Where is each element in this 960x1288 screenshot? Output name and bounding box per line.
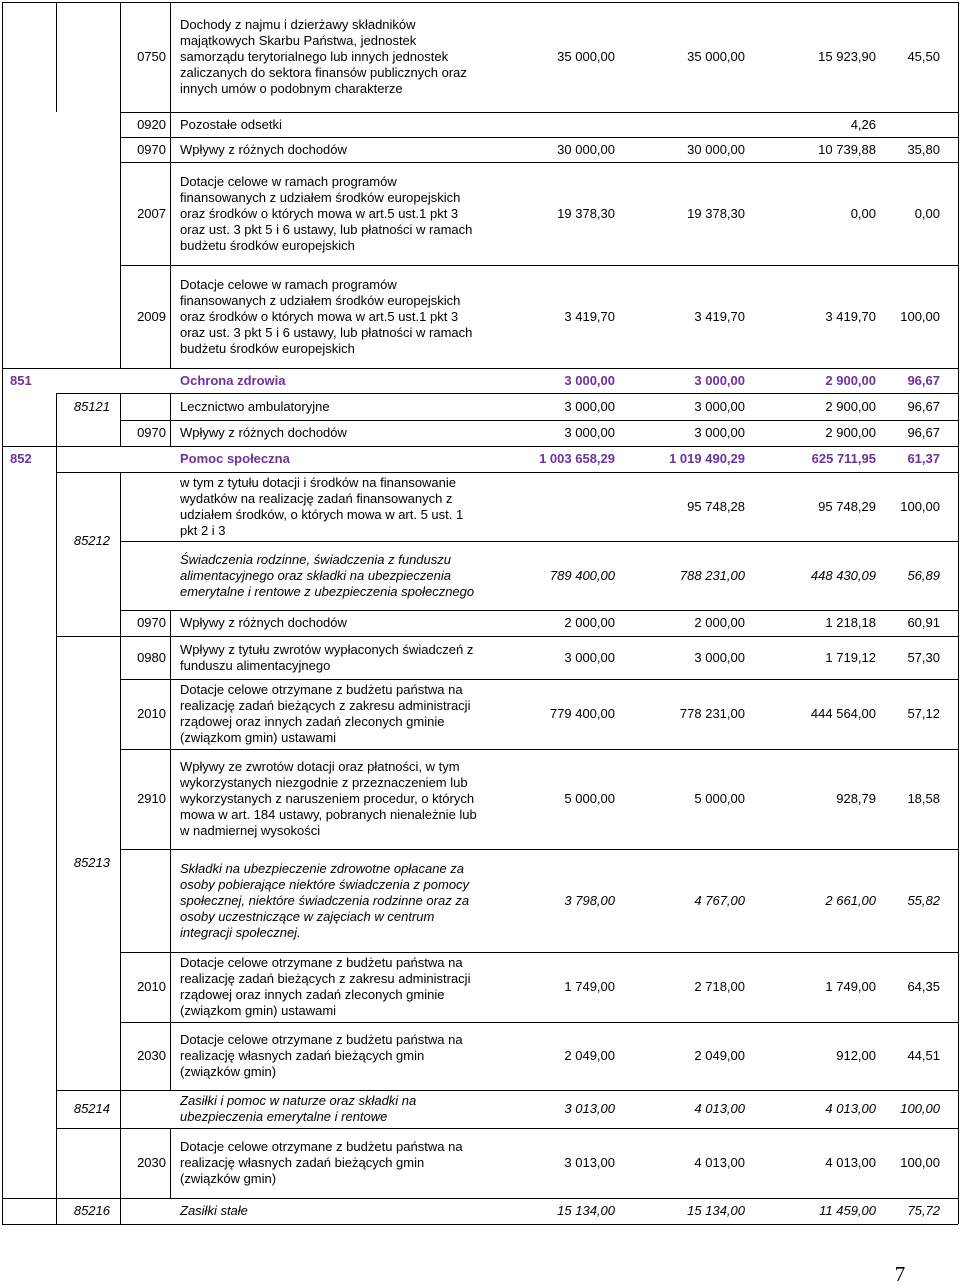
percent-value: 100,00 <box>900 308 940 324</box>
plan-value <box>490 472 615 541</box>
execution-value: 2 900,00 <box>825 398 876 414</box>
column-rule <box>56 2 57 112</box>
item-name: w tym z tytułu dotacji i środków na finansowanie wydatków na realizację zadań finansowanych z udziałem środków, o których mowa w art. 5 ust. 1 pkt 2 i 3 <box>180 474 464 538</box>
percent-value: 45,50 <box>907 49 940 64</box>
plan-value: 789 400,00 <box>549 567 615 583</box>
plan-after-changes-value: 3 000,00 <box>694 398 745 414</box>
plan-after-changes-value: 2 049,00 <box>694 1048 745 1063</box>
section-name: Pomoc społeczna <box>180 451 290 466</box>
percent-value: 96,67 <box>907 425 940 440</box>
plan-value: 3 000,00 <box>564 372 615 388</box>
plan-after-changes-value: 778 231,00 <box>679 706 745 721</box>
plan-value: 1 003 658,29 <box>539 451 615 466</box>
item-name: Dotacje celowe w ramach programów finansowanych z udziałem środków europejskich oraz środków o których mowa w art.5 ust.1 pkt 3 oraz ust. 3 pkt 5 i 6 ustawy, lub płatności w ramach budżetu środków europejskich <box>180 173 473 253</box>
paragraf-code: 2030 <box>137 1048 166 1063</box>
paragraf-code: 0970 <box>137 425 166 440</box>
percent-value: 64,35 <box>907 979 940 994</box>
percent-value: 55,82 <box>907 892 940 908</box>
execution-value: 2 900,00 <box>825 425 876 440</box>
percent-value: 0,00 <box>914 205 940 221</box>
execution-value: 928,79 <box>836 791 876 806</box>
plan-after-changes-value: 4 767,00 <box>694 892 745 908</box>
plan-value <box>490 112 615 137</box>
percent-value: 96,67 <box>907 398 940 414</box>
paragraf-code: 0920 <box>137 116 166 132</box>
paragraf-code: 2030 <box>137 1155 166 1170</box>
plan-after-changes-value: 788 231,00 <box>679 567 745 583</box>
plan-after-changes-value: 30 000,00 <box>687 141 745 157</box>
plan-value: 35 000,00 <box>557 49 615 64</box>
row-rule <box>2 1224 958 1225</box>
item-name: Dotacje celowe otrzymane z budżetu państwa na realizację zadań bieżących z zakresu administracji rządowej oraz innych zadań zleconych gminie (związkom gmin) ustawami <box>180 955 471 1018</box>
execution-value: 15 923,90 <box>818 49 876 64</box>
plan-value: 5 000,00 <box>564 791 615 806</box>
plan-after-changes-value: 3 000,00 <box>694 372 745 388</box>
percent-value: 75,72 <box>907 1203 940 1218</box>
plan-value: 19 378,30 <box>557 205 615 221</box>
execution-value: 448 430,09 <box>810 567 876 583</box>
percent-value: 96,67 <box>907 372 940 388</box>
plan-value: 3 013,00 <box>564 1155 615 1170</box>
plan-value: 3 798,00 <box>564 892 615 908</box>
paragraf-code: 2910 <box>137 791 166 806</box>
plan-after-changes-value: 35 000,00 <box>687 49 745 64</box>
execution-value: 4,26 <box>850 116 876 132</box>
rozdzial-code: 85213 <box>73 855 110 870</box>
plan-after-changes-value: 5 000,00 <box>694 791 745 806</box>
column-rule <box>170 112 171 368</box>
rozdzial-code: 85121 <box>73 398 110 414</box>
percent-value: 44,51 <box>907 1048 940 1063</box>
plan-value: 30 000,00 <box>557 141 615 157</box>
plan-value: 3 000,00 <box>564 398 615 414</box>
execution-value: 4 013,00 <box>825 1155 876 1170</box>
column-rule <box>170 393 171 446</box>
item-name: Wpływy ze zwrotów dotacji oraz płatności, w tym wykorzystanych niezgodnie z przeznaczeniem lub wykorzystanych z naruszeniem procedur, o których mowa w art. 184 ustawy, pobranych nienależnie lub w nadmiernej wysokości <box>180 759 477 838</box>
item-name: Pozostałe odsetki <box>180 116 282 132</box>
plan-after-changes-value: 3 000,00 <box>694 649 745 665</box>
percent-value: 57,12 <box>907 706 940 721</box>
column-rule <box>170 2 171 112</box>
execution-value: 10 739,88 <box>818 141 876 157</box>
execution-value: 2 661,00 <box>825 892 876 908</box>
paragraf-code: 0970 <box>137 141 166 157</box>
column-rule <box>2 2 3 1224</box>
item-name: Wpływy z różnych dochodów <box>180 425 347 440</box>
percent-value: 56,89 <box>907 567 940 583</box>
percent-value: 61,37 <box>907 451 940 466</box>
column-rule <box>958 2 959 1224</box>
section-name: Ochrona zdrowia <box>180 372 286 388</box>
item-name: Zasiłki i pomoc w naturze oraz składki na ubezpieczenia emerytalne i rentowe <box>180 1093 417 1124</box>
plan-after-changes-value: 95 748,28 <box>687 498 745 514</box>
execution-value: 4 013,00 <box>825 1101 876 1116</box>
item-name: Wpływy z różnych dochodów <box>180 141 347 157</box>
execution-value: 3 419,70 <box>825 308 876 324</box>
item-name: Wpływy z tytułu zwrotów wypłaconych świadczeń z funduszu alimentacyjnego <box>180 641 474 673</box>
execution-value: 95 748,29 <box>818 498 876 514</box>
execution-value: 1 719,12 <box>825 649 876 665</box>
execution-value: 1 218,18 <box>825 615 876 630</box>
percent-value: 60,91 <box>907 615 940 630</box>
dzial-code: 851 <box>10 372 32 388</box>
execution-value: 1 749,00 <box>825 979 876 994</box>
execution-value: 912,00 <box>836 1048 876 1063</box>
rozdzial-code: 85212 <box>73 533 110 548</box>
plan-after-changes-value: 2 000,00 <box>694 615 745 630</box>
plan-value: 1 749,00 <box>564 979 615 994</box>
plan-value: 15 134,00 <box>557 1203 615 1218</box>
percent-value: 57,30 <box>907 649 940 665</box>
paragraf-code: 2007 <box>137 205 166 221</box>
item-name: Wpływy z różnych dochodów <box>180 615 347 630</box>
plan-after-changes-value: 4 013,00 <box>694 1155 745 1170</box>
rozdzial-code: 85214 <box>73 1101 110 1116</box>
item-name: Dotacje celowe w ramach programów finansowanych z udziałem środków europejskich oraz środków o których mowa w art.5 ust.1 pkt 3 oraz ust. 3 pkt 5 i 6 ustawy, lub płatności w ramach budżetu środków europejskich <box>180 276 473 356</box>
item-name: Świadczenia rodzinne, świadczenia z funduszu alimentacyjnego oraz składki na ubezpieczenia emerytalne i rentowe z ubezpieczenia społecznego <box>180 551 475 599</box>
column-rule <box>56 472 57 1224</box>
item-name: Dotacje celowe otrzymane z budżetu państwa na realizację własnych zadań bieżących gmin (związków gmin) <box>180 1139 463 1186</box>
paragraf-code: 2009 <box>137 308 166 324</box>
plan-after-changes-value: 1 019 490,29 <box>669 451 745 466</box>
paragraf-code: 2010 <box>137 979 166 994</box>
plan-after-changes-value: 2 718,00 <box>694 979 745 994</box>
plan-after-changes-value: 15 134,00 <box>687 1203 745 1218</box>
percent-value: 100,00 <box>900 498 940 514</box>
paragraf-code: 0980 <box>137 649 166 665</box>
item-name: Lecznictwo ambulatoryjne <box>180 398 330 414</box>
item-name: Zasiłki stałe <box>180 1203 248 1218</box>
execution-value: 444 564,00 <box>810 706 876 721</box>
percent-value: 18,58 <box>907 791 940 806</box>
plan-value: 3 013,00 <box>564 1101 615 1116</box>
paragraf-code: 0970 <box>137 615 166 630</box>
plan-after-changes-value: 4 013,00 <box>694 1101 745 1116</box>
plan-value: 3 000,00 <box>564 649 615 665</box>
plan-value: 3 419,70 <box>564 308 615 324</box>
plan-after-changes-value: 3 000,00 <box>694 425 745 440</box>
plan-value: 2 000,00 <box>564 615 615 630</box>
paragraf-code: 2010 <box>137 706 166 721</box>
percent-value: 35,80 <box>907 141 940 157</box>
item-name: Dotacje celowe otrzymane z budżetu państwa na realizację własnych zadań bieżących gmin (związków gmin) <box>180 1032 463 1079</box>
item-name: Dochody z najmu i dzierżawy składników majątkowych Skarbu Państwa, jednostek samorządu terytorialnego lub innych jednostek zaliczanych do sektora finansów publicznych oraz innych umów o podobnym charakterze <box>180 17 467 96</box>
item-name: Dotacje celowe otrzymane z budżetu państwa na realizację zadań bieżących z zakresu administracji rządowej oraz innych zadań zleconych gminie (związkom gmin) ustawami <box>180 682 471 745</box>
dzial-code: 852 <box>10 451 32 466</box>
plan-value: 3 000,00 <box>564 425 615 440</box>
plan-after-changes-value: 19 378,30 <box>687 205 745 221</box>
plan-value: 2 049,00 <box>564 1048 615 1063</box>
rozdzial-code: 85216 <box>73 1203 110 1218</box>
execution-value: 0,00 <box>850 205 876 221</box>
item-name: Składki na ubezpieczenie zdrowotne opłacane za osoby pobierające niektóre świadczenia z pomocy społecznej, niektóre świadczenia rodzinne oraz za osoby uczestniczące w zajęciach w centrum integracji społecznej. <box>180 860 470 940</box>
execution-value: 2 900,00 <box>825 372 876 388</box>
paragraf-code: 0750 <box>137 49 166 64</box>
execution-value: 11 459,00 <box>819 1203 876 1218</box>
row-rule <box>56 1128 120 1129</box>
column-rule <box>170 610 171 1090</box>
plan-after-changes-value <box>620 112 745 137</box>
row-rule <box>2 1198 56 1199</box>
plan-value: 779 400,00 <box>549 706 615 721</box>
execution-value: 625 711,95 <box>811 451 876 466</box>
percent-value <box>880 112 940 137</box>
percent-value: 100,00 <box>900 1155 940 1170</box>
percent-value: 100,00 <box>900 1101 940 1116</box>
page-number: 7 <box>894 1262 906 1286</box>
plan-after-changes-value: 3 419,70 <box>694 308 745 324</box>
column-rule <box>170 1128 171 1198</box>
